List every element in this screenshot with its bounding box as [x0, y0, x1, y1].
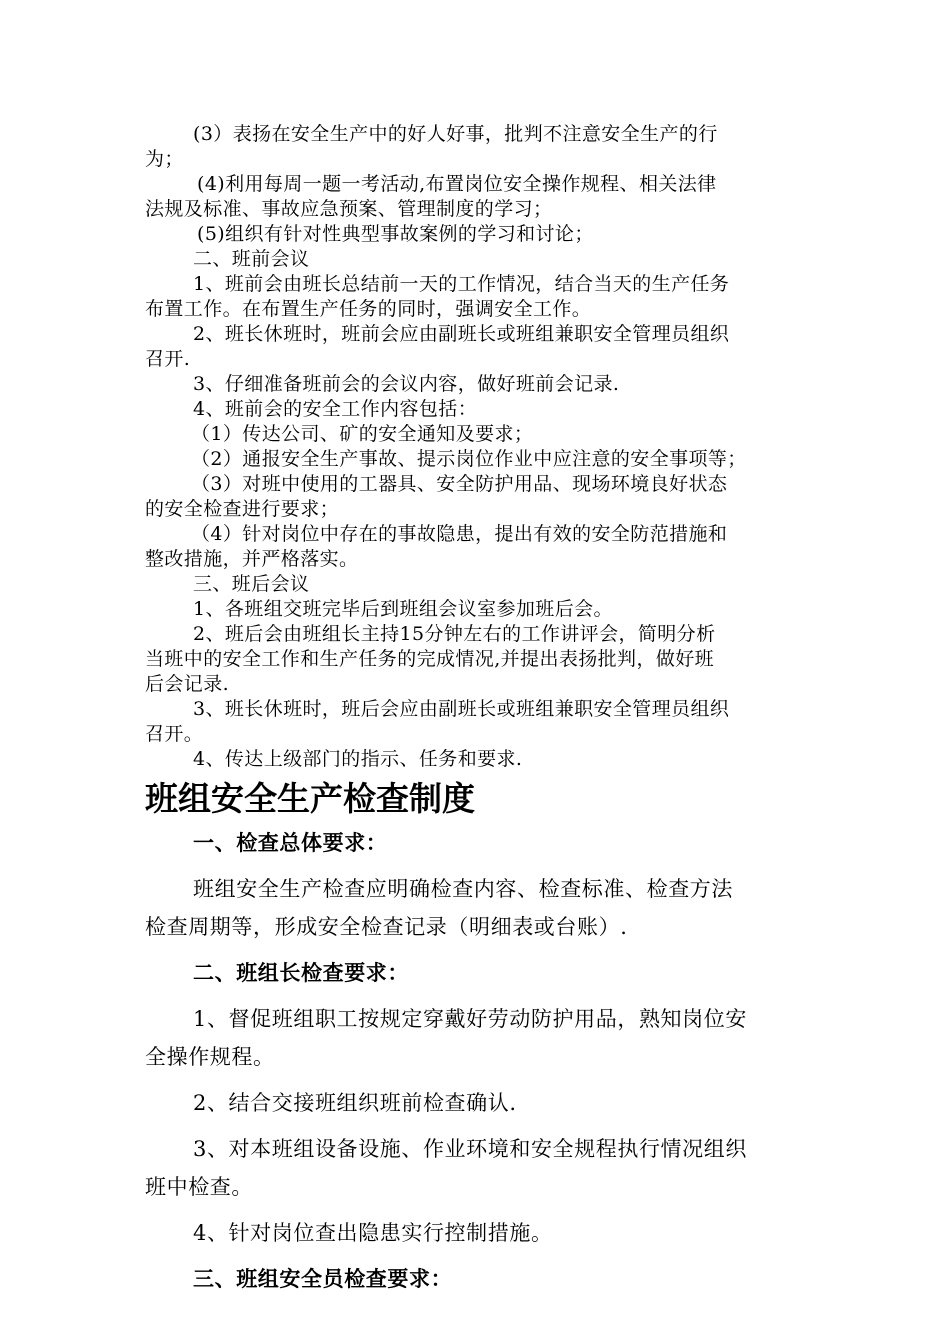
text-line: 4、针对岗位查出隐患实行控制措施。	[193, 1221, 553, 1245]
text-line: 4、传达上级部门的指示、任务和要求.	[193, 748, 523, 770]
text-line: 全操作规程。	[145, 1045, 275, 1069]
text-line: 班组安全生产检查应明确检查内容、检查标准、检查方法	[193, 877, 733, 901]
text-line: （3）对班中使用的工器具、安全防护用品、现场环境良好状态	[191, 473, 728, 495]
text-line: (4)利用每周一题一考活动,布置岗位安全操作规程、相关法律	[197, 173, 717, 195]
text-line: （4）针对岗位中存在的事故隐患，提出有效的安全防范措施和	[191, 523, 728, 545]
text-line: 为；	[145, 148, 184, 170]
text-line: 召开。	[145, 723, 204, 745]
subheading-team-leader-requirements: 二、班组长检查要求：	[193, 960, 409, 985]
text-line: 2、班长休班时，班前会应由副班长或班组兼职安全管理员组织	[193, 323, 730, 345]
text-line: 3、班长休班时，班后会应由副班长或班组兼职安全管理员组织	[193, 698, 730, 720]
text-line: 法规及标准、事故应急预案、管理制度的学习；	[145, 198, 553, 220]
text-line: （1）传达公司、矿的安全通知及要求；	[191, 423, 534, 445]
text-line: (5)组织有针对性典型事故案例的学习和讨论；	[197, 223, 594, 245]
text-line: 1、督促班组职工按规定穿戴好劳动防护用品，熟知岗位安	[193, 1007, 747, 1031]
document-body	[145, 122, 807, 1292]
text-line: 4、班前会的安全工作内容包括：	[193, 398, 478, 420]
text-line: 班中检查。	[145, 1175, 253, 1199]
text-line: 2、班后会由班组长主持15分钟左右的工作讲评会，简明分析	[193, 623, 716, 645]
text-line: 布置工作。在布置生产任务的同时，强调安全工作。	[145, 298, 592, 320]
text-line: 1、班前会由班长总结前一天的工作情况，结合当天的生产任务	[193, 273, 730, 295]
text-line: 2、结合交接班组织班前检查确认.	[193, 1091, 517, 1115]
text-line: 后会记录.	[145, 673, 230, 695]
section-heading-pre-shift-meeting: 二、班前会议	[193, 248, 310, 270]
section-heading-post-shift-meeting: 三、班后会议	[193, 573, 310, 595]
text-line: 的安全检查进行要求；	[145, 498, 340, 520]
text-line: 3、对本班组设备设施、作业环境和安全规程执行情况组织	[193, 1137, 747, 1161]
document-title: 班组安全生产检查制度	[145, 779, 475, 818]
text-line: (3）表扬在安全生产中的好人好事，批判不注意安全生产的行	[193, 123, 718, 145]
text-line: 当班中的安全工作和生产任务的完成情况,并提出表扬批判，做好班	[145, 648, 715, 670]
subheading-general-requirements: 一、检查总体要求：	[193, 830, 388, 855]
text-line: （2）通报安全生产事故、提示岗位作业中应注意的安全事项等；	[191, 448, 747, 470]
text-line: 检查周期等，形成安全检查记录（明细表或台账）.	[145, 915, 628, 939]
subheading-safety-officer-requirements: 三、班组安全员检查要求：	[193, 1266, 453, 1291]
text-line: 3、仔细准备班前会的会议内容，做好班前会记录.	[193, 373, 620, 395]
text-line: 整改措施，并严格落实。	[145, 548, 359, 570]
text-line: 召开.	[145, 348, 191, 370]
text-line: 1、各班组交班完毕后到班组会议室参加班后会。	[193, 598, 613, 620]
